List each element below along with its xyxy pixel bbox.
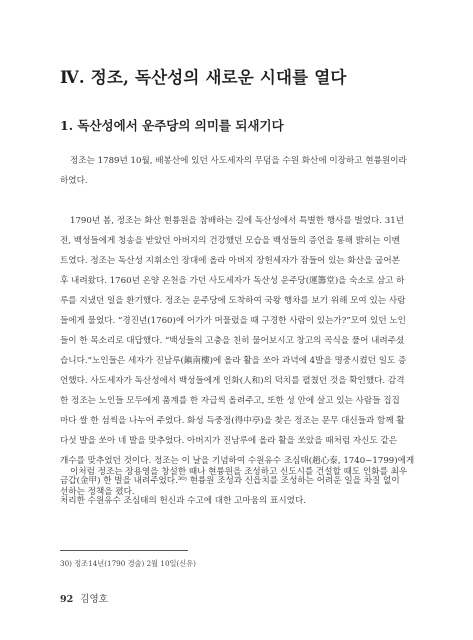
text-line: 금갑(金甲) 한 벌을 내려주었다.³⁰⁾ 현륭원 조성과 신읍치를 조성하는 어려운 일을 차질 없이 (60, 476, 400, 486)
footnote: 30) 정조14년(1790 경술) 2월 10일(신유) (60, 559, 196, 568)
page-number: 92 (60, 594, 74, 605)
text-line: 습니다.”노인들은 세자가 진남루(鎭南樓)에 올라 활을 쏘아 과녁에 4발을 명중시켰던 일도 증 (60, 356, 407, 366)
text-line: 개수를 맞추었던 것이다. 정조는 이 날을 기념하여 수원유수 조심태(趙心泰, 1740~1799)에게 (60, 456, 415, 466)
text-line: 후 내려왔다. 1760년 온양 온천을 가던 사도세자가 독산성 운주당(運籌堂)을 숙소로 삼고 하 (60, 276, 405, 286)
text-line: 트였다. 정조는 독산성 지휘소인 장대에 올라 아버지 장헌세자가 잠들어 있는 화산을 굽어본 (60, 256, 400, 266)
author-name: 김영호 (80, 594, 108, 605)
text-line: 1790년 봄, 정조는 화산 현륭원을 참배하는 길에 독산성에서 특별한 행사를 벌였다. 31년 (70, 216, 404, 226)
text-line: 언했다. 사도세자가 독산성에서 백성들에게 인화(人和)의 덕치를 펼쳤던 것을 확인했다. 감격 (60, 376, 405, 386)
text-line: 루를 지냈던 일을 환기했다. 정조는 운주당에 도착하여 국왕 행차를 보기 위해 모여 있는 사람 (60, 296, 406, 306)
text-line: 하였다. (60, 176, 88, 186)
text-line: 선하는 정책을 폈다. (60, 487, 135, 497)
paragraph-1 (60, 151, 416, 191)
text-line: 들에게 물었다. “경진년(1760)에 어가가 머물렀을 때 구경한 사람이 있는가?”모여 있던 노인 (60, 316, 406, 326)
page-footer (60, 591, 108, 605)
text-line: 전, 백성들에게 청송을 받았던 아버지의 건강했던 모습을 백성들의 증언을 통해 밝히는 이벤 (60, 236, 400, 246)
text-line: 들이 한 목소리로 대답했다. “백성들의 고충을 친히 물어보시고 창고의 곡식을 풀어 내려주셨 (60, 336, 405, 346)
text-line: 다섯 발을 쏘아 네 발을 맞추었다. 아버지가 진남루에 올라 활을 쏘았을 때처럼 자신도 같은 (60, 436, 398, 446)
footnote-divider (60, 550, 188, 551)
section-title: 1. 독산성에서 운주당의 의미를 되새기다 (60, 118, 284, 133)
text-line: 이처럼 정조는 장용영을 창설한 때나 현륭원을 조성하고 신도시를 건설할 때도 인화를 최우 (70, 467, 408, 477)
chapter-title: Ⅳ. 정조, 독산성의 새로운 시대를 열다 (60, 68, 347, 87)
text-line: 처리한 수원유수 조심태의 헌신과 수고에 대한 고마움의 표시였다. (60, 496, 306, 506)
text-line: 한 정조는 노인들 모두에게 품계를 한 자급씩 올려주고, 또한 성 안에 살고 있는 사람들 집집 (60, 396, 400, 406)
text-line: 정조는 1789년 10월, 배봉산에 있던 사도세자의 무덤을 수원 화산에 이장하고 현륭원이라 (70, 156, 407, 166)
paragraph-3 (60, 462, 416, 502)
text-line: 마다 쌀 한 섬씩을 나누어 주었다. 화성 득중정(得中亭)을 찾은 정조는 문무 대신들과 함께 활 (60, 416, 405, 426)
